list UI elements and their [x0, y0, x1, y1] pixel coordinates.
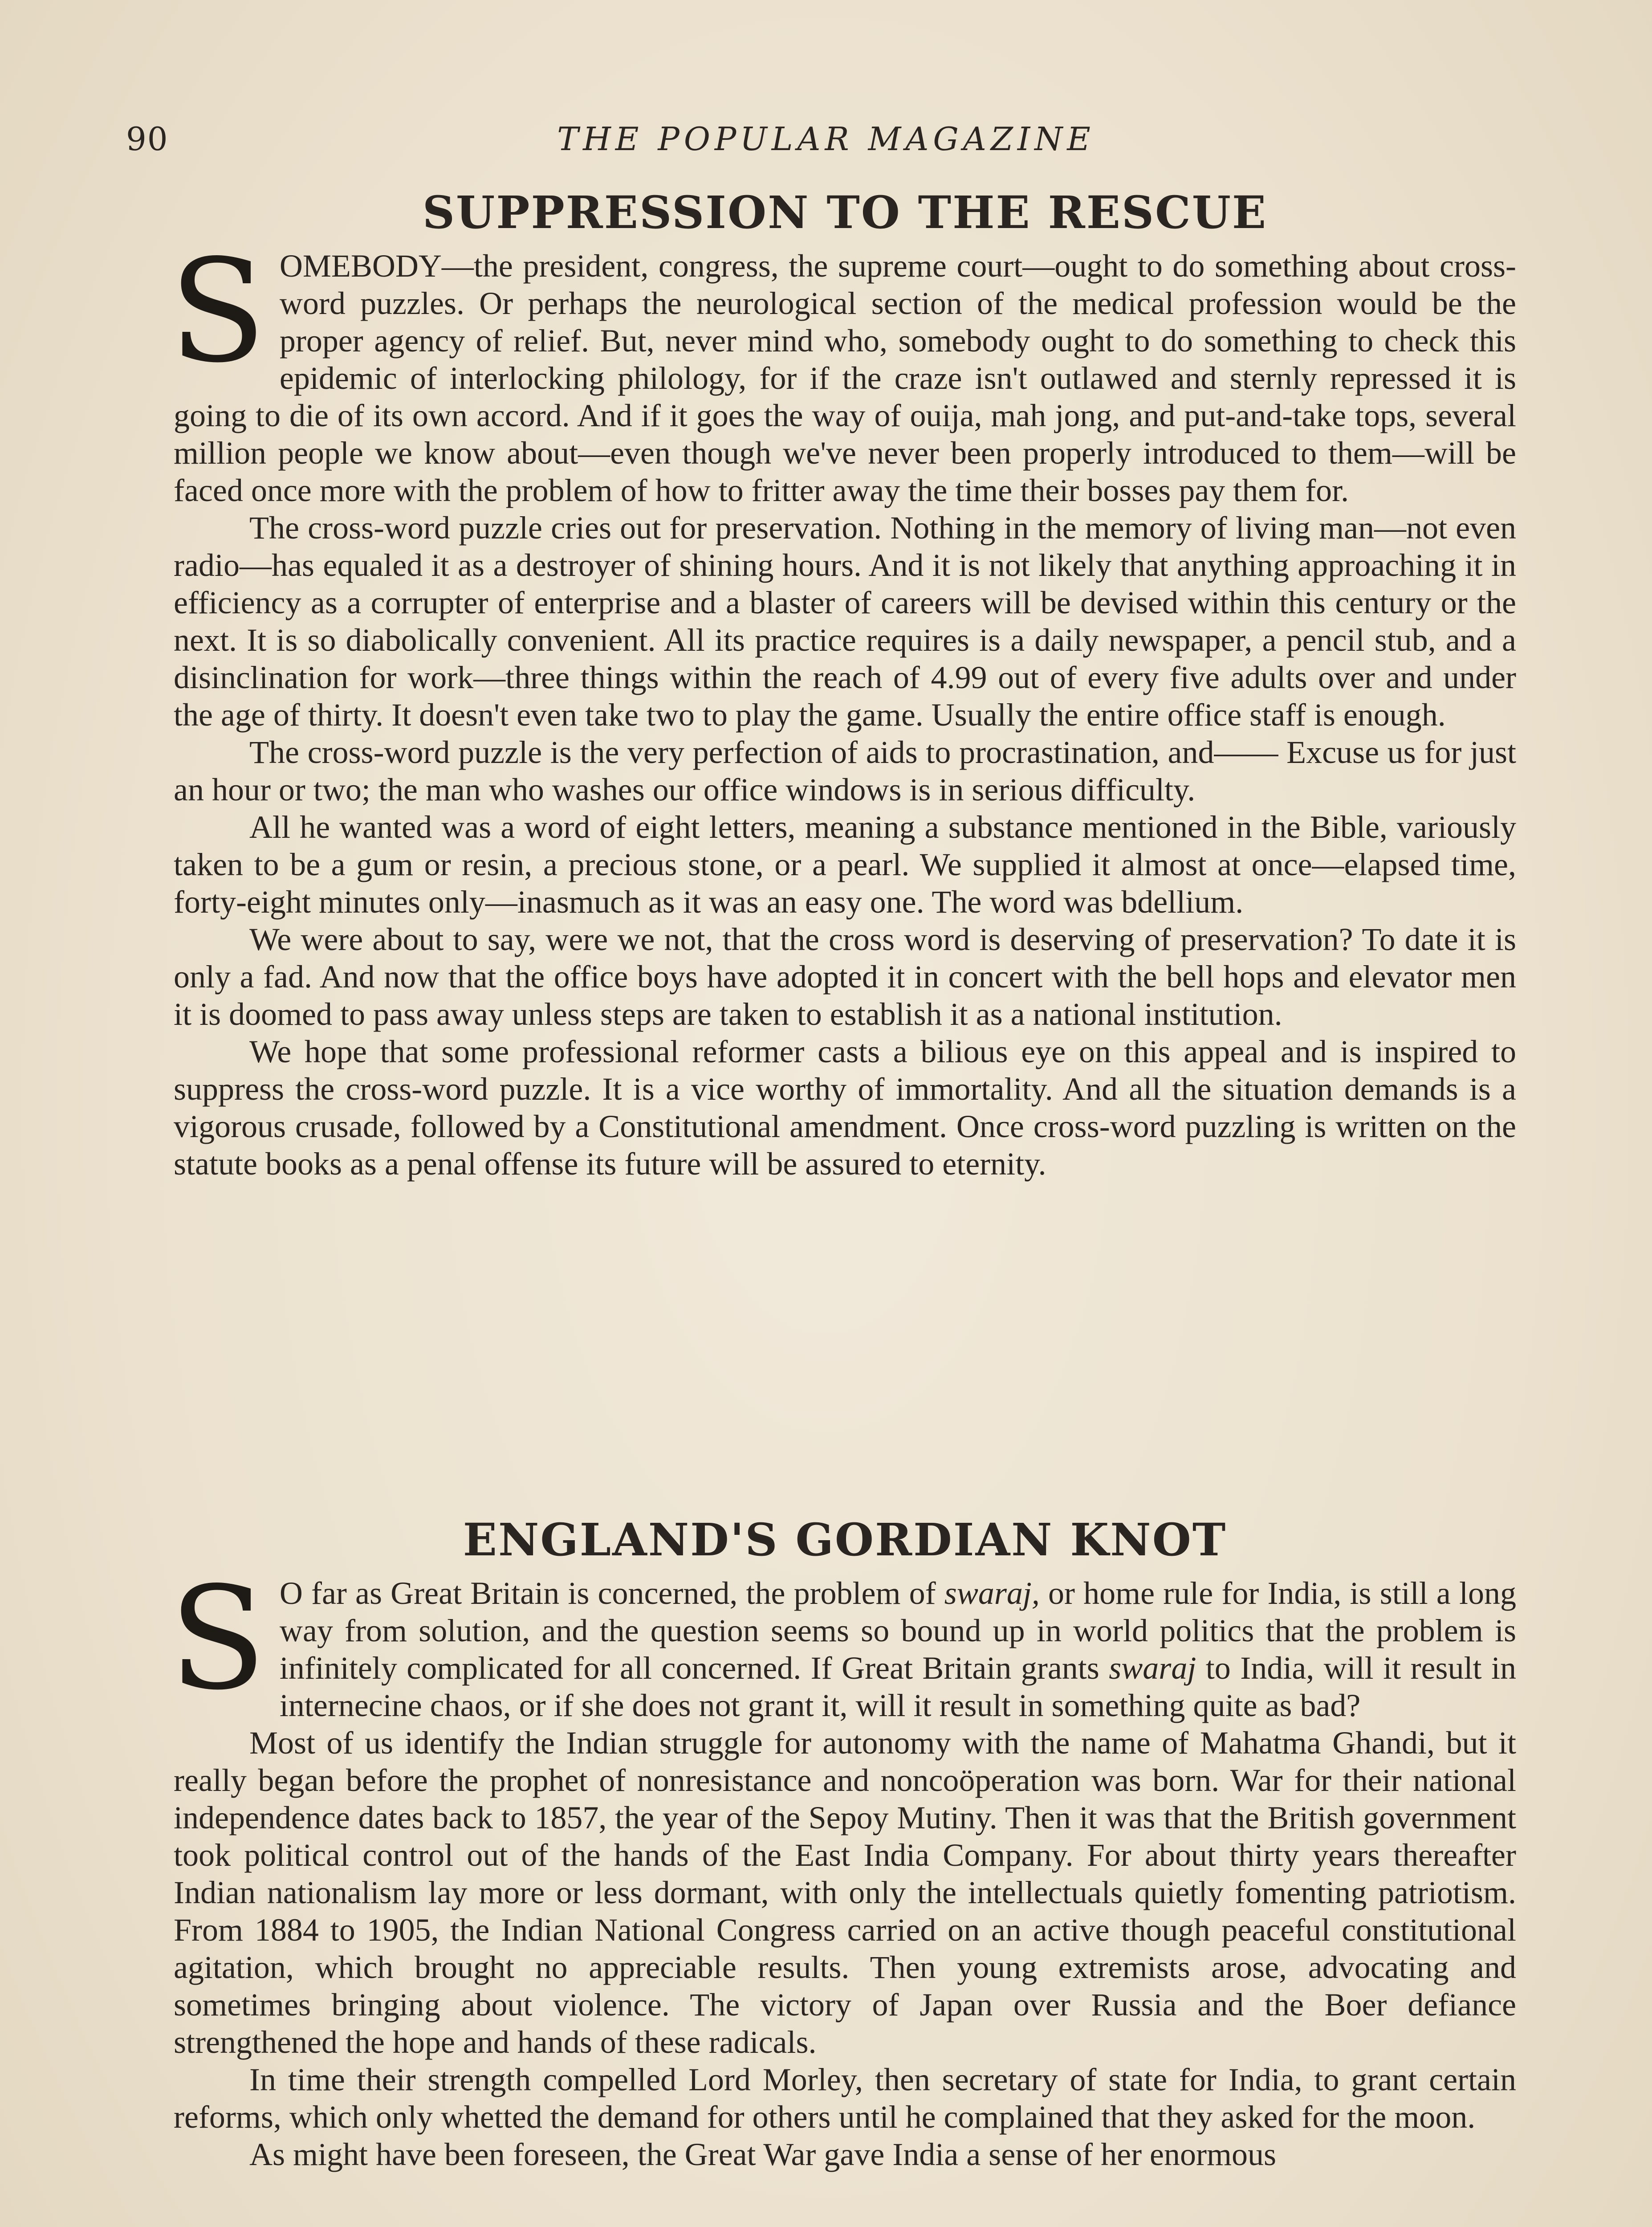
lead-text: to India, will it result in internecine chaos, or if she does not grant it, will it result in something quite as bad? [279, 1650, 1517, 1723]
article-title: SUPPRESSION TO THE RESCUE [422, 186, 1268, 239]
drop-cap: S [169, 1556, 266, 1721]
article-body [169, 1556, 1517, 2173]
magazine-running-head: THE POPULAR MAGAZINE [557, 120, 1095, 158]
lead-text: or home rule for India, is still a long way from solution, and the question seems so bound up in world politics that the problem is infinitely complicated for all concerned. If Great Britain grants [279, 1575, 1516, 1686]
lead-italic: swaraj [1109, 1650, 1196, 1686]
body-paragraph: The cross-word puzzle cries out for preservation. Nothing in the memory of living man—not even radio—has equaled it as a destroyer of shining hours. And it is not likely that anything approaching it in efficiency as a corrupter of enterprise and a blaster of careers will be devised within this century or the next. It is so diabolically convenient. All its practice requires is a daily newspaper, a pencil stub, and a disinclination for work—three things within the reach of 4.99 out of every five adults over and under the age of thirty. It doesn't even take two to play the game. Usually the entire office staff is enough. [174, 510, 1516, 733]
body-paragraph: The cross-word puzzle is the very perfection of aids to procrastination, and—— Excuse us for just an hour or two; the man who washes our office windows is in serious difficulty. [174, 734, 1516, 808]
article-title: ENGLAND'S GORDIAN KNOT [463, 1513, 1227, 1566]
lead-text: —the president, congress, the supreme court—ought to do something about cross-word puzzles. Or perhaps the neurological section of the medical profession would be the proper agency of relief. But, never mind who, somebody ought to do something to check this epidemic of interlocking philology, for if the craze isn't outlawed and sternly repressed it is going to die of its own accord. And if it goes the way of ouija, mah jong, and put-and-take tops, several million people we know about—even though we've never been properly introduced to them—will be faced once more with the problem of how to fritter away the time their bosses pay them for. [174, 248, 1516, 508]
article-suppression [169, 186, 1516, 1183]
lead-paragraph [169, 1556, 1517, 1724]
lead-smallcaps: OMEBODY [279, 248, 442, 284]
body-paragraph: We were about to say, were we not, that the cross word is deserving of preservation? To date it is only a fad. And now that the office boys have adopted it in concert with the bell hops and elevator men it is doomed to pass away unless steps are taken to establish it as a national institution. [174, 922, 1516, 1032]
lead-text: O far as Great Britain is concerned, the problem of [279, 1575, 944, 1611]
lead-italic: swaraj, [944, 1575, 1040, 1611]
body-paragraph: All he wanted was a word of eight letters, meaning a substance mentioned in the Bible, variously taken to be a gum or resin, a precious stone, or a pearl. We supplied it almost at once—elapsed time, forty-eight minutes only—inasmuch as it was an easy one. The word was bdellium. [174, 809, 1516, 920]
article-gordian-knot [169, 1513, 1517, 2173]
article-body [169, 229, 1516, 1183]
body-paragraph: In time their strength compelled Lord Morley, then secretary of state for India, to grant certain reforms, which only whetted the demand for others until he complained that they asked for the moon. [174, 2062, 1516, 2135]
lead-paragraph [169, 229, 1516, 509]
body-paragraph: Most of us identify the Indian struggle for autonomy with the name of Mahatma Ghandi, but it really began before the prophet of nonresistance and noncoöperation was born. War for their national independence dates back to 1857, the year of the Sepoy Mutiny. Then it was that the British government took political control out of the hands of the East India Company. For about thirty years thereafter Indian nationalism lay more or less dormant, with only the intellectuals quietly fomenting patriotism. From 1884 to 1905, the Indian National Congress carried on an active though peaceful constitutional agitation, which brought no appreciable results. Then young extremists arose, advocating and sometimes bringing about violence. The victory of Japan over Russia and the Boer defiance strengthened the hope and hands of these radicals. [174, 1725, 1516, 2060]
page-number: 90 [126, 120, 169, 158]
body-paragraph: As might have been foreseen, the Great War gave India a sense of her enormous [249, 2137, 1277, 2172]
body-paragraph: We hope that some professional reformer casts a bilious eye on this appeal and is inspired to suppress the cross-word puzzle. It is a vice worthy of immortality. And all the situation demands is a vigorous crusade, followed by a Constitutional amendment. Once cross-word puzzling is written on the statute books as a penal offense its future will be assured to eternity. [174, 1034, 1516, 1182]
drop-cap: S [169, 229, 266, 394]
